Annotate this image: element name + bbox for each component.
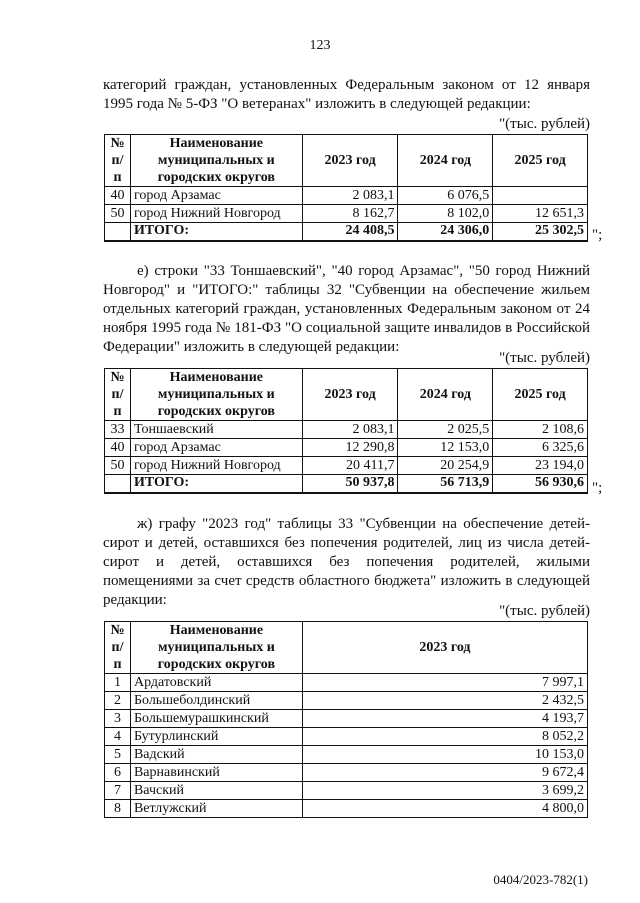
row-num: 5 (105, 746, 131, 764)
table1-suffix: "; (592, 227, 603, 243)
table1 (104, 134, 588, 242)
table-row (105, 764, 588, 782)
row-2023: 2 432,5 (302, 692, 587, 710)
row-2025: 2 108,6 (493, 421, 588, 439)
row-2024: 2 025,5 (398, 421, 493, 439)
row-2023: 2 083,1 (302, 421, 398, 439)
table-row (105, 421, 588, 439)
row-name: Варнавинский (130, 764, 302, 782)
table-row (105, 728, 588, 746)
row-2024: 20 254,9 (398, 457, 493, 475)
total-2025: 56 930,6 (493, 475, 588, 493)
row-name: город Арзамас (130, 439, 302, 457)
table3-header-row (105, 622, 588, 674)
row-2023: 8 052,2 (302, 728, 587, 746)
table2-header-row (105, 369, 588, 421)
table1-header-2025: 2025 год (493, 135, 588, 187)
total-label: ИТОГО: (130, 223, 302, 241)
row-num: 1 (105, 674, 131, 692)
table-row (105, 457, 588, 475)
table1-header-num: № п/п (105, 135, 131, 187)
table-row (105, 439, 588, 457)
row-2023: 12 290,8 (302, 439, 398, 457)
row-name: Вачский (130, 782, 302, 800)
row-name: Большеболдинский (130, 692, 302, 710)
table2-header-2023: 2023 год (302, 369, 398, 421)
row-num: 6 (105, 764, 131, 782)
table-row (105, 674, 588, 692)
row-num: 40 (105, 439, 131, 457)
table-row (105, 187, 588, 205)
row-2023: 20 411,7 (302, 457, 398, 475)
table2-suffix: "; (592, 480, 603, 496)
row-num: 40 (105, 187, 131, 205)
row-2023: 7 997,1 (302, 674, 587, 692)
table2-header-num: № п/п (105, 369, 131, 421)
table2-header-name: Наименование муниципальных и городских округов (130, 369, 302, 421)
table-row (105, 746, 588, 764)
table1-unit: "(тыс. рублей) (499, 116, 590, 132)
total-num-empty (105, 223, 131, 241)
table3-unit: "(тыс. рублей) (499, 603, 590, 619)
row-2023: 8 162,7 (302, 205, 398, 223)
table-row (105, 710, 588, 728)
row-2023: 9 672,4 (302, 764, 587, 782)
table-row (105, 205, 588, 223)
total-2024: 24 306,0 (398, 223, 493, 241)
table2-total-row (105, 475, 588, 493)
table3-header-2023: 2023 год (302, 622, 587, 674)
table-row (105, 800, 588, 818)
row-num: 8 (105, 800, 131, 818)
row-num: 4 (105, 728, 131, 746)
table1-header-2024: 2024 год (398, 135, 493, 187)
row-2025 (493, 187, 588, 205)
table2 (104, 368, 588, 494)
row-2025: 12 651,3 (493, 205, 588, 223)
row-name: Вадский (130, 746, 302, 764)
row-name: Бутурлинский (130, 728, 302, 746)
row-num: 50 (105, 457, 131, 475)
table3 (104, 621, 588, 818)
row-2025: 6 325,6 (493, 439, 588, 457)
intro-paragraph: категорий граждан, установленных Федеральным законом от 12 января 1995 года № 5-ФЗ "О ветеранах" изложить в следующей редакции: (103, 77, 590, 112)
table1-header-row (105, 135, 588, 187)
row-2023: 4 193,7 (302, 710, 587, 728)
total-2025: 25 302,5 (493, 223, 588, 241)
table1-total-row (105, 223, 588, 241)
table-row (105, 692, 588, 710)
table2-unit: "(тыс. рублей) (499, 350, 590, 366)
row-num: 50 (105, 205, 131, 223)
total-num-empty (105, 475, 131, 493)
row-2023: 3 699,2 (302, 782, 587, 800)
row-num: 7 (105, 782, 131, 800)
row-name: город Нижний Новгород (130, 205, 302, 223)
total-2024: 56 713,9 (398, 475, 493, 493)
row-name: город Нижний Новгород (130, 457, 302, 475)
row-2024: 6 076,5 (398, 187, 493, 205)
row-2024: 8 102,0 (398, 205, 493, 223)
row-name: Ветлужский (130, 800, 302, 818)
row-name: город Арзамас (130, 187, 302, 205)
row-2023: 4 800,0 (302, 800, 587, 818)
row-2023: 10 153,0 (302, 746, 587, 764)
row-name: Большемурашкинский (130, 710, 302, 728)
table1-header-name: Наименование муниципальных и городских округов (130, 135, 302, 187)
total-label: ИТОГО: (130, 475, 302, 493)
table-row (105, 782, 588, 800)
section-e-paragraph: е) строки "33 Тоншаевский", "40 город Арзамас", "50 город Нижний Новгород" и "ИТОГО:" таблицы 32 "Субвенции на обеспечение жильем отдельных категорий граждан, установленных Федеральным законом от 24 ноября 1995 года № 181-ФЗ "О социальной защите инвалидов в Российской Федерации" изложить в следующей редакции: (103, 263, 590, 355)
table2-header-2025: 2025 год (493, 369, 588, 421)
section-zh-paragraph: ж) графу "2023 год" таблицы 33 "Субвенции на обеспечение детей-сирот и детей, оставшихся без попечения родителей, лиц из числа детей-сирот и детей, оставшихся без попечения родителей, жилыми помещениями за счет средств областного бюджета" изложить в следующей редакции: (103, 516, 590, 608)
table1-header-2023: 2023 год (302, 135, 398, 187)
document-code: 0404/2023-782(1) (493, 872, 588, 887)
row-name: Ардатовский (130, 674, 302, 692)
page-number: 123 (309, 38, 331, 53)
row-2025: 23 194,0 (493, 457, 588, 475)
table3-header-num: № п/п (105, 622, 131, 674)
row-num: 2 (105, 692, 131, 710)
row-2024: 12 153,0 (398, 439, 493, 457)
table3-header-name: Наименование муниципальных и городских округов (130, 622, 302, 674)
table2-header-2024: 2024 год (398, 369, 493, 421)
total-2023: 50 937,8 (302, 475, 398, 493)
row-num: 33 (105, 421, 131, 439)
row-2023: 2 083,1 (302, 187, 398, 205)
row-name: Тоншаевский (130, 421, 302, 439)
total-2023: 24 408,5 (302, 223, 398, 241)
row-num: 3 (105, 710, 131, 728)
